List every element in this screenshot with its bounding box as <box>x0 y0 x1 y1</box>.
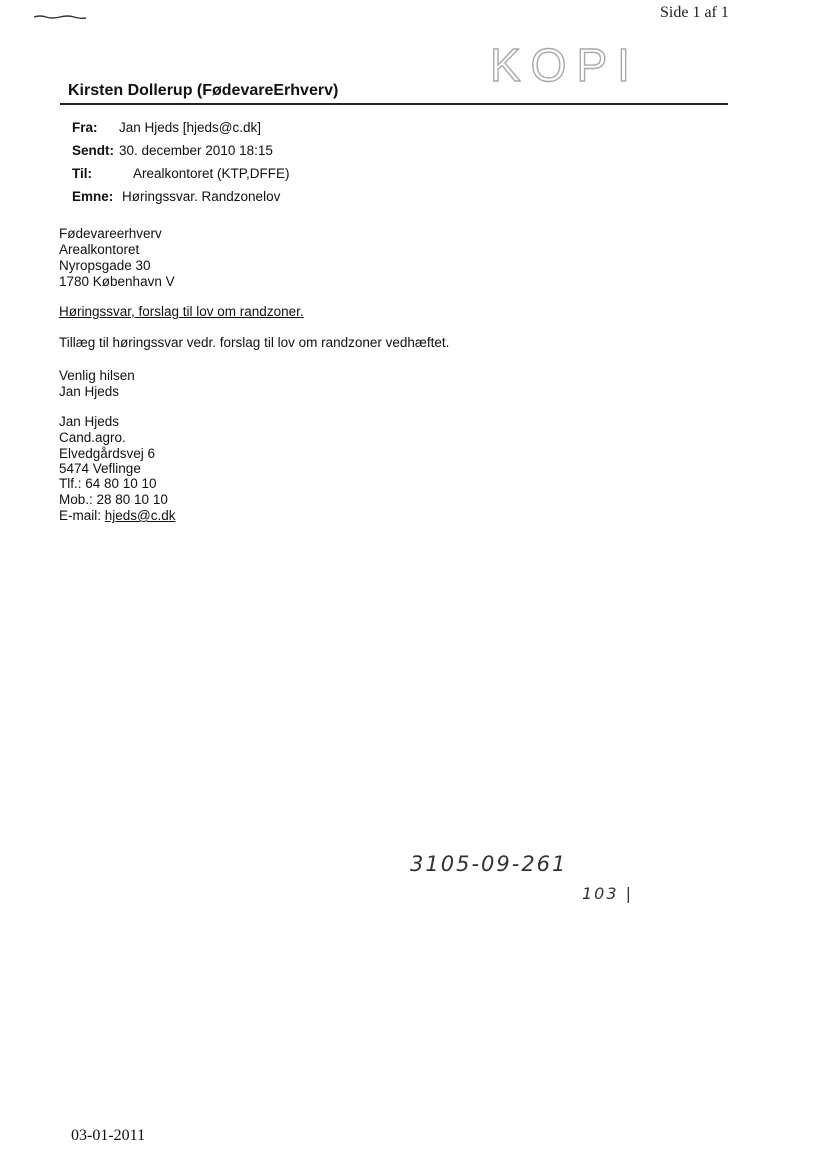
handwritten-number: 103 | <box>582 884 634 903</box>
address-line: Nyropsgade 30 <box>59 258 151 273</box>
handwritten-reference: 3105-09-261 <box>410 852 568 876</box>
signature-mobile: Mob.: 28 80 10 10 <box>59 492 168 507</box>
closing-name: Jan Hjeds <box>59 384 120 399</box>
scribble-mark <box>34 14 86 20</box>
sent-value: 30. december 2010 18:15 <box>119 143 273 158</box>
signature-phone: Tlf.: 64 80 10 10 <box>59 476 157 491</box>
address-line: Arealkontoret <box>59 242 140 257</box>
to-label: Til: <box>72 166 92 181</box>
subject-label: Emne: <box>72 189 114 204</box>
kopi-stamp: KOPI <box>490 39 640 91</box>
signature-name: Jan Hjeds <box>59 414 120 429</box>
sent-label: Sendt: <box>72 143 114 158</box>
to-value: Arealkontoret (KTP,DFFE) <box>133 166 290 181</box>
from-label: Fra: <box>72 120 98 135</box>
sender-heading: Kirsten Dollerup (FødevareErhverv) <box>68 82 339 99</box>
signature-email-link[interactable]: hjeds@c.dk <box>104 508 176 523</box>
signature-email-label: E-mail: <box>59 508 105 523</box>
subject-line: Høringssvar, forslag til lov om randzoner. <box>59 304 304 319</box>
print-date: 03-01-2011 <box>71 1127 146 1144</box>
from-value: Jan Hjeds [hjeds@c.dk] <box>119 120 262 135</box>
subject-value: Høringssvar. Randzonelov <box>122 189 281 204</box>
signature-email-row <box>59 508 176 524</box>
signature-street: Elvedgårdsvej 6 <box>59 446 156 461</box>
heading-divider <box>60 103 728 105</box>
closing-greeting: Venlig hilsen <box>59 368 135 383</box>
signature-title: Cand.agro. <box>59 430 126 445</box>
page-counter: Side 1 af 1 <box>660 4 729 21</box>
body-text: Tillæg til høringssvar vedr. forslag til lov om randzoner vedhæftet. <box>59 335 450 350</box>
address-line: 1780 København V <box>59 274 175 289</box>
signature-city: 5474 Veflinge <box>59 461 141 476</box>
address-line: Fødevareerhverv <box>59 226 162 241</box>
